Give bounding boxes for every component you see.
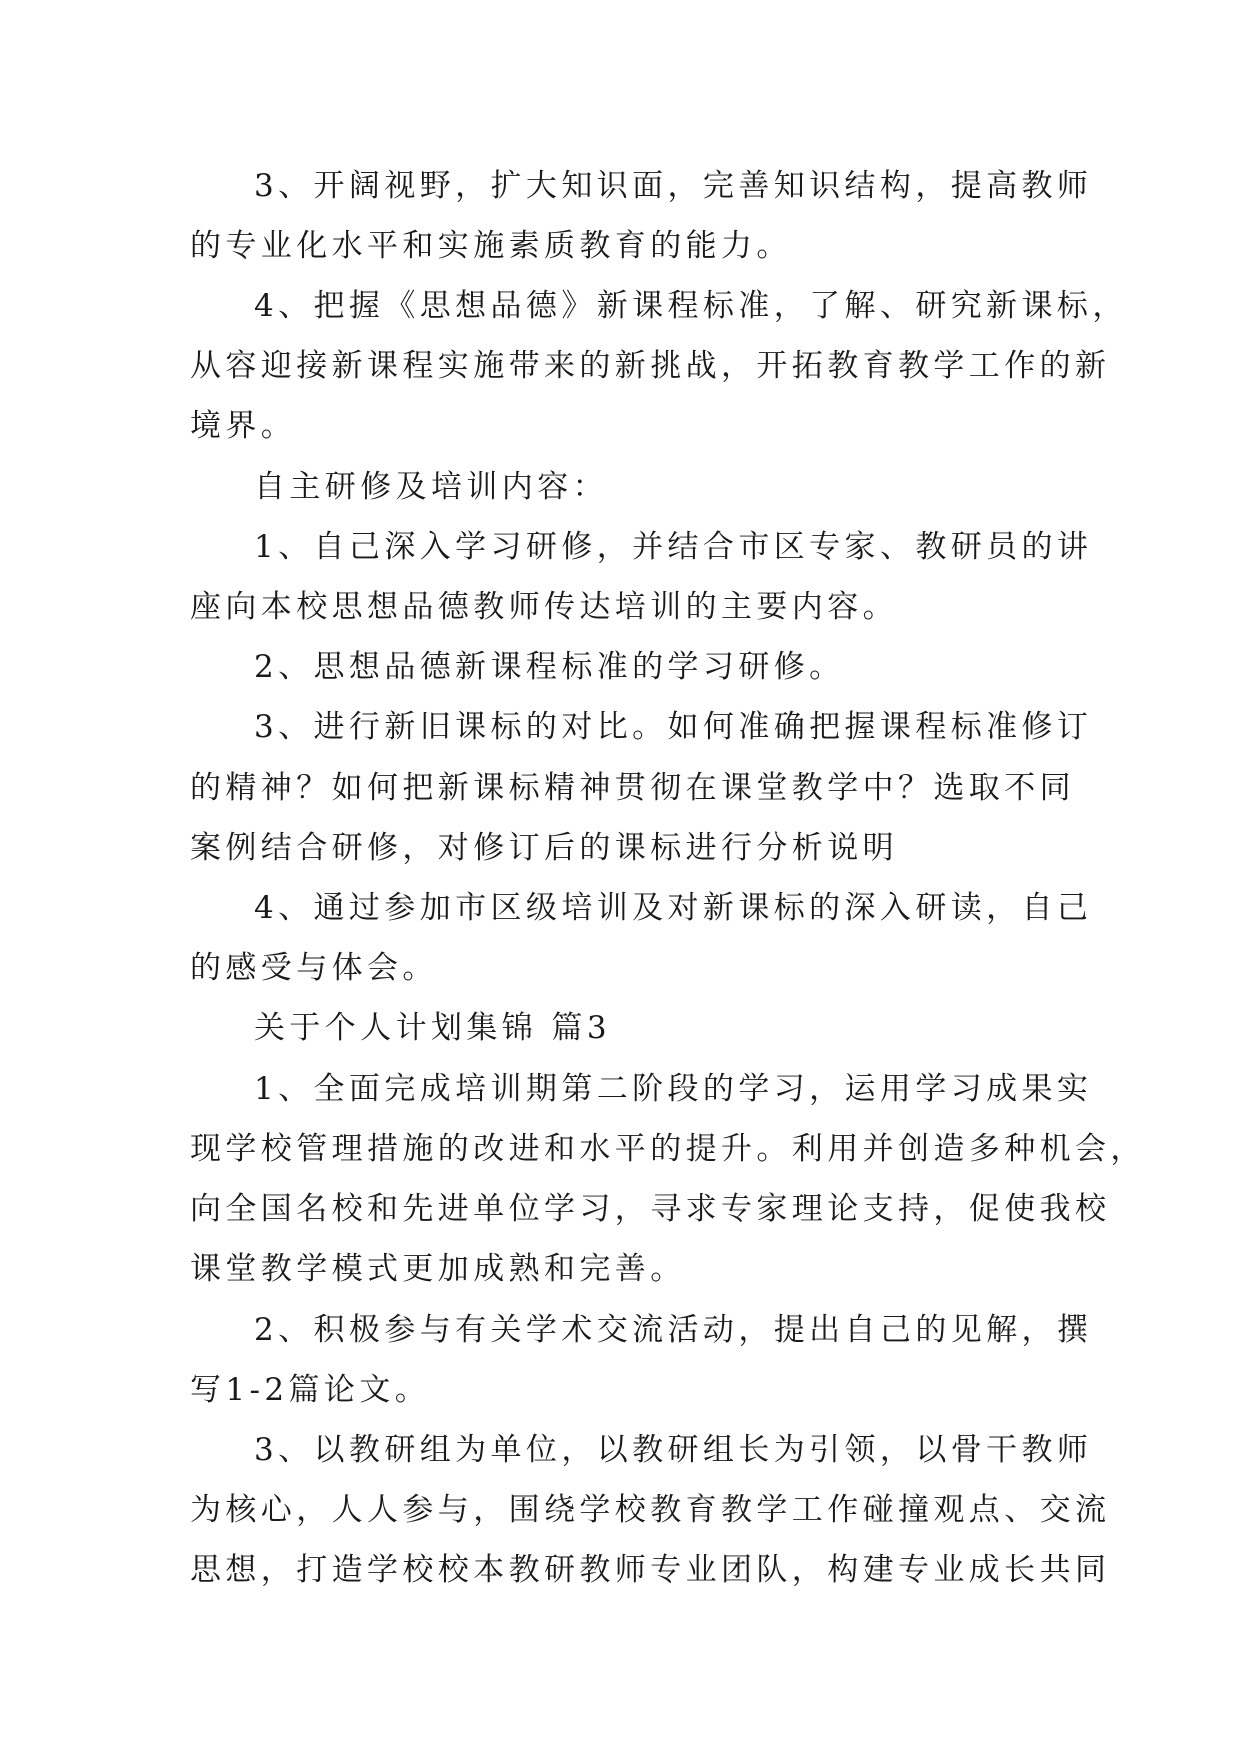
paragraph-line: 3、开阔视野，扩大知识面，完善知识结构，提高教师: [254, 168, 1093, 204]
paragraph-line: 4、通过参加市区级培训及对新课标的深入研读，自己: [254, 890, 1093, 926]
paragraph-line: 思想，打造学校校本教研教师专业团队，构建专业成长共同: [190, 1552, 1111, 1588]
paragraph-line: 座向本校思想品德教师传达培训的主要内容。: [190, 589, 898, 625]
paragraph-line: 3、进行新旧课标的对比。如何准确把握课程标准修订: [254, 709, 1093, 745]
paragraph-line: 2、思想品德新课程标准的学习研修。: [254, 649, 845, 685]
paragraph-line: 现学校管理措施的改进和水平的提升。利用并创造多种机会，: [190, 1131, 1146, 1167]
paragraph-line: 向全国名校和先进单位学习，寻求专家理论支持，促使我校: [190, 1191, 1111, 1227]
paragraph-line: 4、把握《思想品德》新课程标准，了解、研究新课标，: [254, 288, 1128, 324]
paragraph-line: 课堂教学模式更加成熟和完善。: [190, 1251, 686, 1287]
paragraph-line: 的精神？如何把新课标精神贯彻在课堂教学中？选取不同: [190, 770, 1075, 806]
section-heading: 关于个人计划集锦 篇3: [254, 1010, 611, 1046]
paragraph-line: 的感受与体会。: [190, 950, 438, 986]
paragraph-line: 案例结合研修，对修订后的课标进行分析说明: [190, 830, 898, 866]
paragraph-line: 3、以教研组为单位，以教研组长为引领，以骨干教师: [254, 1432, 1093, 1468]
paragraph-line: 的专业化水平和实施素质教育的能力。: [190, 228, 792, 264]
section-heading: 自主研修及培训内容：: [254, 469, 608, 505]
paragraph-line: 为核心，人人参与，围绕学校教育教学工作碰撞观点、交流: [190, 1492, 1111, 1528]
paragraph-line: 2、积极参与有关学术交流活动，提出自己的见解，撰: [254, 1312, 1093, 1348]
paragraph-line: 从容迎接新课程实施带来的新挑战，开拓教育教学工作的新: [190, 348, 1111, 384]
paragraph-line: 1、全面完成培训期第二阶段的学习，运用学习成果实: [254, 1071, 1093, 1107]
paragraph-line: 境界。: [190, 408, 297, 444]
paragraph-line: 1、自己深入学习研修，并结合市区专家、教研员的讲: [254, 529, 1093, 565]
paragraph-line: 写1-2篇论文。: [190, 1372, 431, 1408]
